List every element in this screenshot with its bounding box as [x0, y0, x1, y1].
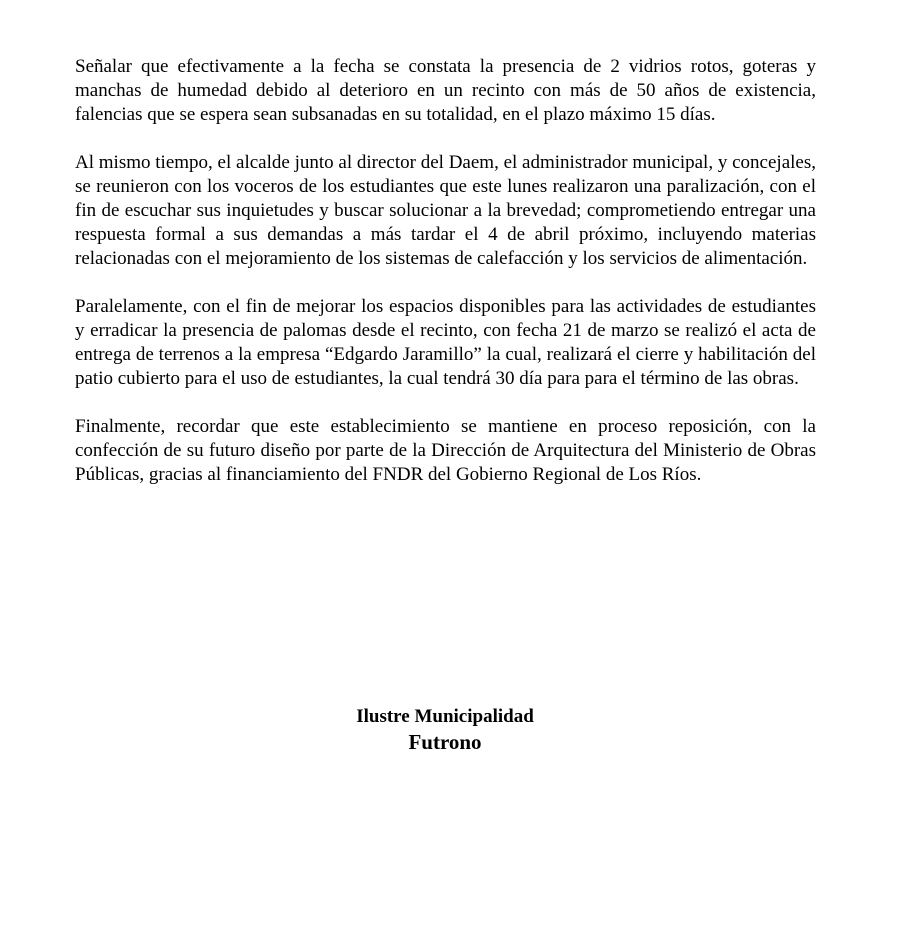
- paragraph-4: Finalmente, recordar que este establecimiento se mantiene en proceso reposición, con la confección de su futuro diseño por parte de la Dirección de Arquitectura del Ministerio de Obras Públicas, gracias al financiamiento del FNDR del Gobierno Regional de Los Ríos.: [75, 416, 816, 485]
- paragraph-2: Al mismo tiempo, el alcalde junto al director del Daem, el administrador municipal, y concejales, se reunieron con los voceros de los estudiantes que este lunes realizaron una paralización, con el fin de escuchar sus inquietudes y buscar solucionar a la brevedad; comprometiendo entregar una respuesta formal a sus demandas a más tardar el 4 de abril próximo, incluyendo materias relacionadas con el mejoramiento de los sistemas de calefacción y los servicios de alimentación.: [75, 152, 816, 269]
- signature-municipality: Futrono: [408, 730, 482, 754]
- paragraph-3: Paralelamente, con el fin de mejorar los espacios disponibles para las actividades de estudiantes y erradicar la presencia de palomas desde el recinto, con fecha 21 de marzo se realizó el acta de entrega de terrenos a la empresa “Edgardo Jaramillo” la cual, realizará el cierre y habilitación del patio cubierto para el uso de estudiantes, la cual tendrá 30 día para para el término de las obras.: [75, 296, 816, 389]
- paragraph-1: Señalar que efectivamente a la fecha se constata la presencia de 2 vidrios rotos, goteras y manchas de humedad debido al deterioro en un recinto con más de 50 años de existencia, falencias que se espera sean subsanadas en su totalidad, en el plazo máximo 15 días.: [75, 56, 816, 125]
- signature-block: [0, 705, 890, 756]
- document-body: [75, 55, 816, 511]
- signature-institution: Ilustre Municipalidad: [356, 706, 534, 727]
